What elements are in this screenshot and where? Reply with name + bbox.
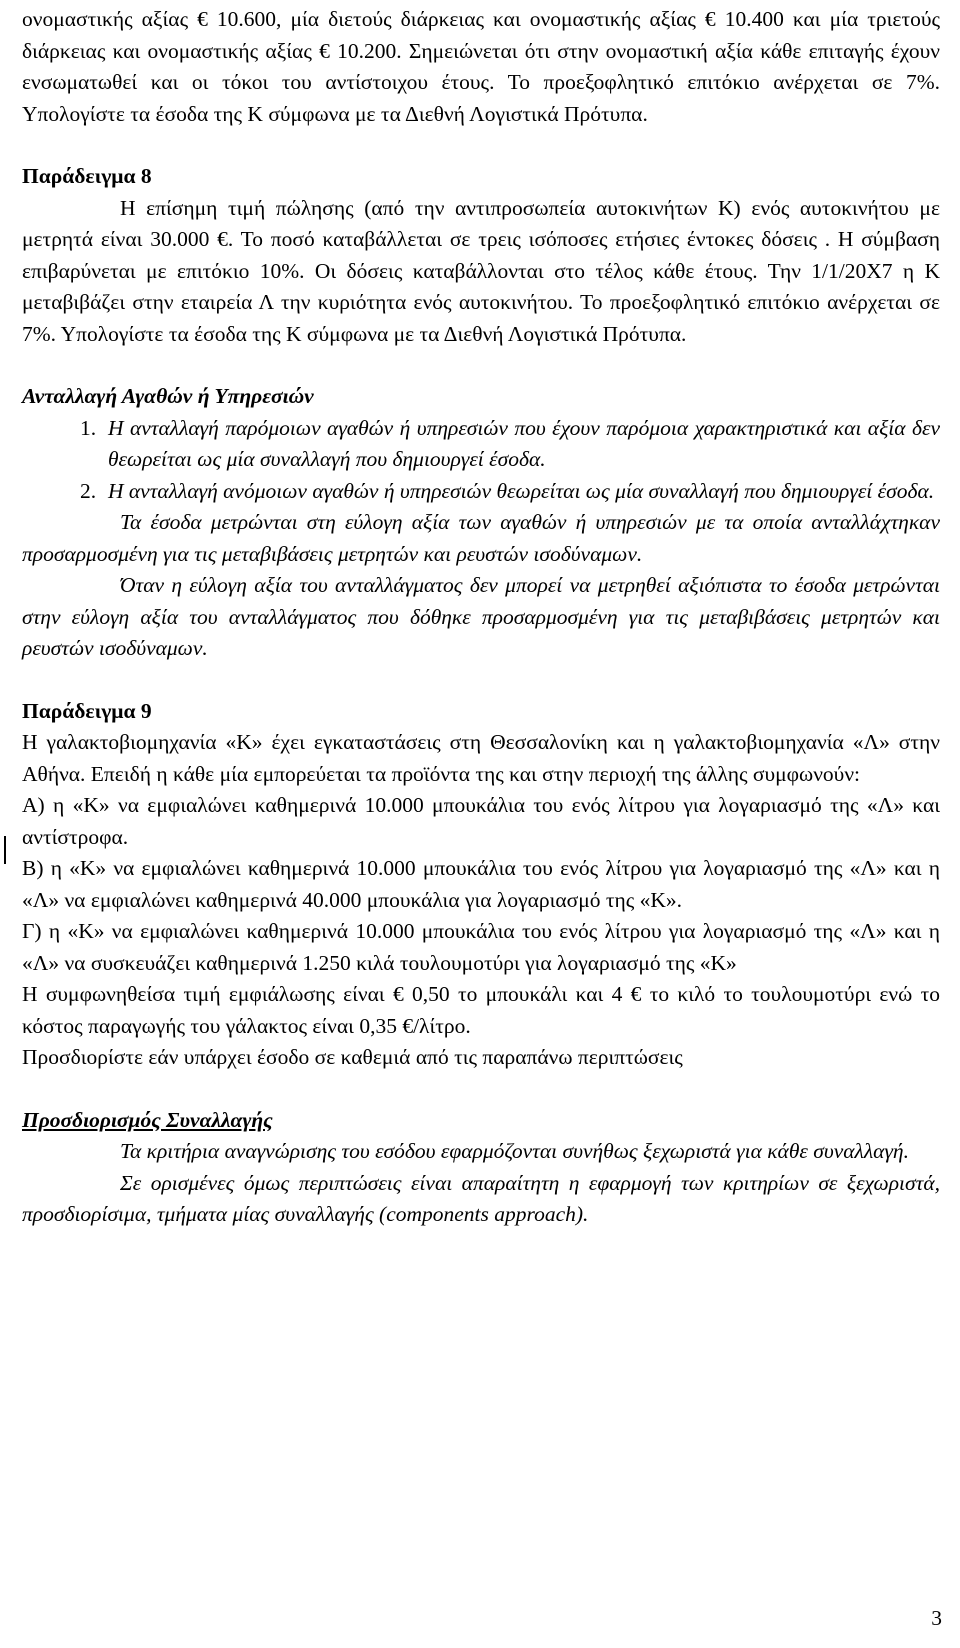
example-9-case-a: Α) η «Κ» να εμφιαλώνει καθημερινά 10.000 μπουκάλια του ενός λίτρου για λογαριασμό της «Λ» και αντίστροφα.: [22, 793, 940, 849]
document-page: [22, 4, 940, 1231]
spacer: [22, 130, 940, 161]
example-9-intro: Η γαλακτοβιομηχανία «Κ» έχει εγκαταστάσεις στη Θεσσαλονίκη και η γαλακτοβιομηχανία «Λ» στην Αθήνα. Επειδή η κάθε μία εμπορεύεται τα προϊόντα της και στην περιοχή της άλλης συμφωνούν:: [22, 730, 940, 786]
list-item: [22, 476, 940, 508]
example-8-text: Η επίσημη τιμή πώλησης (από την αντιπροσωπεία αυτοκινήτων Κ) ενός αυτοκινήτου με μετρητά είναι 30.000 €. Το ποσό καταβάλλεται σε τρεις ισόποσες ετήσιες έντοκες δόσεις . Η σύμβαση επιβαρύνεται με επιτόκιο 10%. Οι δόσεις καταβάλλονται στο τέλος κάθε έτους. Την 1/1/20Χ7 η Κ μεταβιβάζει στην εταιρεία Λ την κυριότητα ενός αυτοκινήτου. Το προεξοφλητικό επιτόκιο ανέρχεται σε 7%. Υπολογίστε τα έσοδα της Κ σύμφωνα με τα Διεθνή Λογιστικά Πρότυπα.: [22, 195, 940, 346]
exchange-paragraph-1: Τα έσοδα μετρώνται στη εύλογη αξία των αγαθών ή υπηρεσιών με τα οποία ανταλλάχτηκαν προσαρμοσμένη για τις μεταβιβάσεις μετρητών και ρευστών ισοδύναμων.: [22, 510, 940, 566]
transaction-paragraph-2: Σε ορισμένες όμως περιπτώσεις είναι απαραίτητη η εφαρμογή των κριτηρίων σε ξεχωριστά, προσδιορίσιμα, τμήματα μίας συναλλαγής (components approach).: [22, 1170, 940, 1226]
transaction-paragraph-1: Τα κριτήρια αναγνώρισης του εσόδου εφαρμόζονται συνήθως ξεχωριστά για κάθε συναλλαγή.: [120, 1139, 909, 1163]
list-number: 1.: [80, 415, 97, 440]
example-9-case-b: Β) η «Κ» να εμφιαλώνει καθημερινά 10.000 μπουκάλια του ενός λίτρου για λογαριασμό της «Λ» και η «Λ» να εμφιαλώνει καθημερινά 40.000 μπουκάλια για λογαριασμό της «Κ».: [22, 856, 940, 912]
spacer: [22, 350, 940, 381]
example-9-case-c: Γ) η «Κ» να εμφιαλώνει καθημερινά 10.000 μπουκάλια του ενός λίτρου για λογαριασμό της «Λ» και η «Λ» να συσκευάζει καθημερινά 1.250 κιλά τουλουμοτύρι για λογαριασμό της «Κ»: [22, 919, 940, 975]
example-9-question: Προσδιορίστε εάν υπάρχει έσοδο σε καθεμιά από τις παραπάνω περιπτώσεις: [22, 1045, 683, 1069]
intro-paragraph: ονομαστικής αξίας € 10.600, μία διετούς διάρκειας και ονομαστικής αξίας € 10.400 και μία τριετούς διάρκειας και ονομαστικής αξίας € 10.200. Σημειώνεται ότι στην ονομαστική αξία κάθε επιταγής έχουν ενσωματωθεί και οι τόκοι του αντίστοιχου έτους. Το προεξοφλητικό επιτόκιο ανέρχεται σε 7%. Υπολογίστε τα έσοδα της Κ σύμφωνα με τα Διεθνή Λογιστικά Πρότυπα.: [22, 7, 940, 126]
list-text: Η ανταλλαγή παρόμοιων αγαθών ή υπηρεσιών που έχουν παρόμοια χαρακτηριστικά και αξία δεν θεωρείται ως μία συναλλαγή που δημιουργεί έσοδα.: [108, 415, 940, 471]
spacer: [22, 665, 940, 696]
example-9-price: Η συμφωνηθείσα τιμή εμφιάλωσης είναι € 0,50 το μπουκάλι και 4 € το κιλό το τουλουμοτύρι ενώ το κόστος παραγωγής του γάλακτος είναι 0,35 €/λίτρο.: [22, 982, 940, 1038]
revision-bar: [4, 836, 6, 864]
exchange-title: Ανταλλαγή Αγαθών ή Υπηρεσιών: [22, 384, 314, 408]
transaction-title: Προσδιορισμός Συναλλαγής: [22, 1107, 273, 1132]
list-text: Η ανταλλαγή ανόμοιων αγαθών ή υπηρεσιών θεωρείται ως μία συναλλαγή που δημιουργεί έσοδα.: [108, 478, 935, 503]
spacer: [22, 1074, 940, 1105]
example-9-title: Παράδειγμα 9: [22, 698, 152, 723]
list-number: 2.: [80, 478, 97, 503]
list-item: [22, 413, 940, 476]
page-number: 3: [931, 1606, 942, 1630]
exchange-paragraph-2: Όταν η εύλογη αξία του ανταλλάγματος δεν μπορεί να μετρηθεί αξιόπιστα το έσοδα μετρώνται στην εύλογη αξία του ανταλλάγματος που δόθηκε προσαρμοσμένη για τις μεταβιβάσεις μετρητών και ρευστών ισοδύναμων.: [22, 573, 940, 660]
example-8-title: Παράδειγμα 8: [22, 164, 152, 188]
